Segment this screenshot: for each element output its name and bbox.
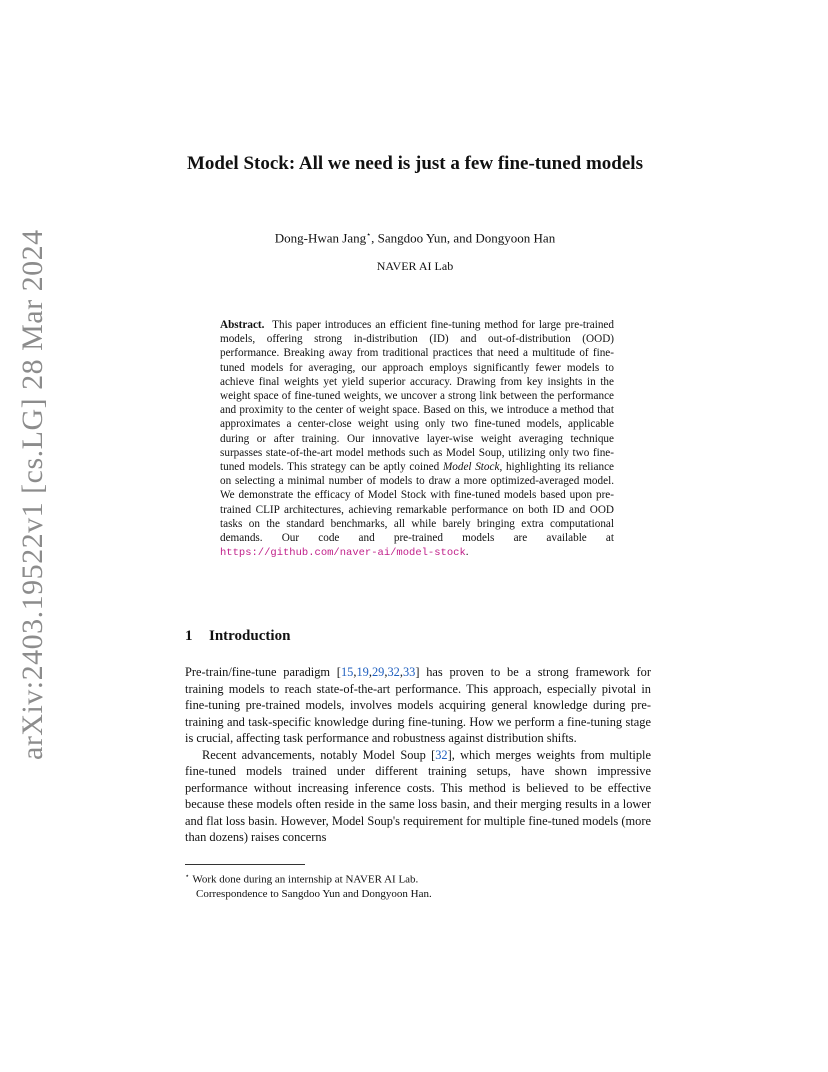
footnote-marker: ⋆ [366,230,372,239]
affiliation: NAVER AI Lab [376,259,454,273]
paper-title: Model Stock: All we need is just a few fine-tuned models [187,153,643,174]
paragraph: Pre-train/fine-tune paradigm [15,19,29,32,33] has proven to be a strong framework for training models to reach state-of-the-art performance. This approach, especially pivotal in fine-tuning pre-trained models, involves models acquiring general knowledge during pre-training and task-specific knowledge during fine-tuning. How we perform a fine-tuning stage is crucial, affecting task performance and robustness against distribution shifts. [185,665,651,745]
citation-link[interactable]: 32 [435,747,448,762]
paragraph [185,747,651,846]
paragraph-text: ] has proven to be a strong framework for training models to reach state-of-the-art performance. This approach, especially pivotal in fine-tuning pre-trained models, involves models acquiring general knowledge during pre-training and task-specific knowledge during fine-tuning. How we perform a fine-tuning stage is crucial, affecting task performance and robustness against distribution shifts. [185,665,651,745]
section-heading [185,628,290,645]
abstract-text: This paper introduces an efficient fine-tuning method for large pre-trained models, offering strong in-distribution (ID) and out-of-distribution (OOD) performance. Breaking away from traditional practices that need a multitude of fine-tuned models for averaging, our approach employs significantly fewer models to achieve final weights yet yield superior accuracy. Drawing from key insights in the weight space of fine-tuned weights, we uncover a strong link between the performance and proximity to the center of weight space. Based on this, we introduce a method that approximates a center-close weight using only two fine-tuned models, applicable during or after training. Our innovative layer-wise weight averaging technique surpasses state-of-the-art model methods such as Model Soup, utilizing only two fine-tuned models. This strategy can be aptly coined [220,319,614,474]
citation-link[interactable]: 29 [371,665,385,679]
footnote-marker: ⋆ [185,872,190,880]
arxiv-identifier-stamp: arXiv:2403.19522v1 [cs.LG] 28 Mar 2024 [16,229,49,760]
footnote-rule [185,864,305,865]
author-list [160,230,670,246]
footnote-text: Work done during an internship at NAVER AI Lab. [192,873,419,886]
paragraph-text: Pre-train/fine-tune paradigm [ [185,665,341,679]
abstract-text-cont: , highlighting its reliance on selecting a minimal number of models to draw a more optimized-averaged model. We demonstrate the efficacy of Model Stock with fine-tuned models based upon pre-trained CLIP architectures, achieving remarkable performance on both ID and OOD tasks on the standard benchmarks, all while barely bringing extra computational demands. Our code and pre-trained models are available at [220,461,615,545]
abstract-block [220,318,614,560]
section-number: 1 [185,628,193,644]
method-name-emphasis: Model Stock [442,461,500,474]
citation-link[interactable]: 33 [402,665,416,679]
footnotes [185,869,651,901]
abstract-end: . [465,546,469,559]
author-name: Dong-Hwan Jang [274,230,367,246]
footnote [185,887,651,901]
paragraph-text: Recent advancements, notably Model Soup [ [202,747,436,762]
footnote [185,869,651,887]
citation-link[interactable]: 32 [387,665,400,679]
citation-link[interactable]: 19 [356,665,369,679]
footnote-text: Correspondence to Sangdoo Yun and Dongyoon Han. [196,887,432,900]
section-title: Introduction [209,628,291,644]
github-link[interactable]: https://github.com/naver-ai/model-stock [220,547,466,560]
author-names-rest: , Sangdoo Yun, and Dongyoon Han [371,230,556,246]
body-text [185,664,651,846]
citation-link[interactable]: 15 [340,665,354,679]
paragraph-text: ], which merges weights from multiple fine-tuned models trained under different training setups, have shown impressive performance without increasing inference costs. This method is believed to be effective because these models often reside in the same loss basin, and their merging results in a lower and flat loss basin. However, Model Soup's requirement for multiple fine-tuned models (more than dozens) raises concerns [185,747,651,844]
abstract-heading: Abstract. [220,319,265,331]
